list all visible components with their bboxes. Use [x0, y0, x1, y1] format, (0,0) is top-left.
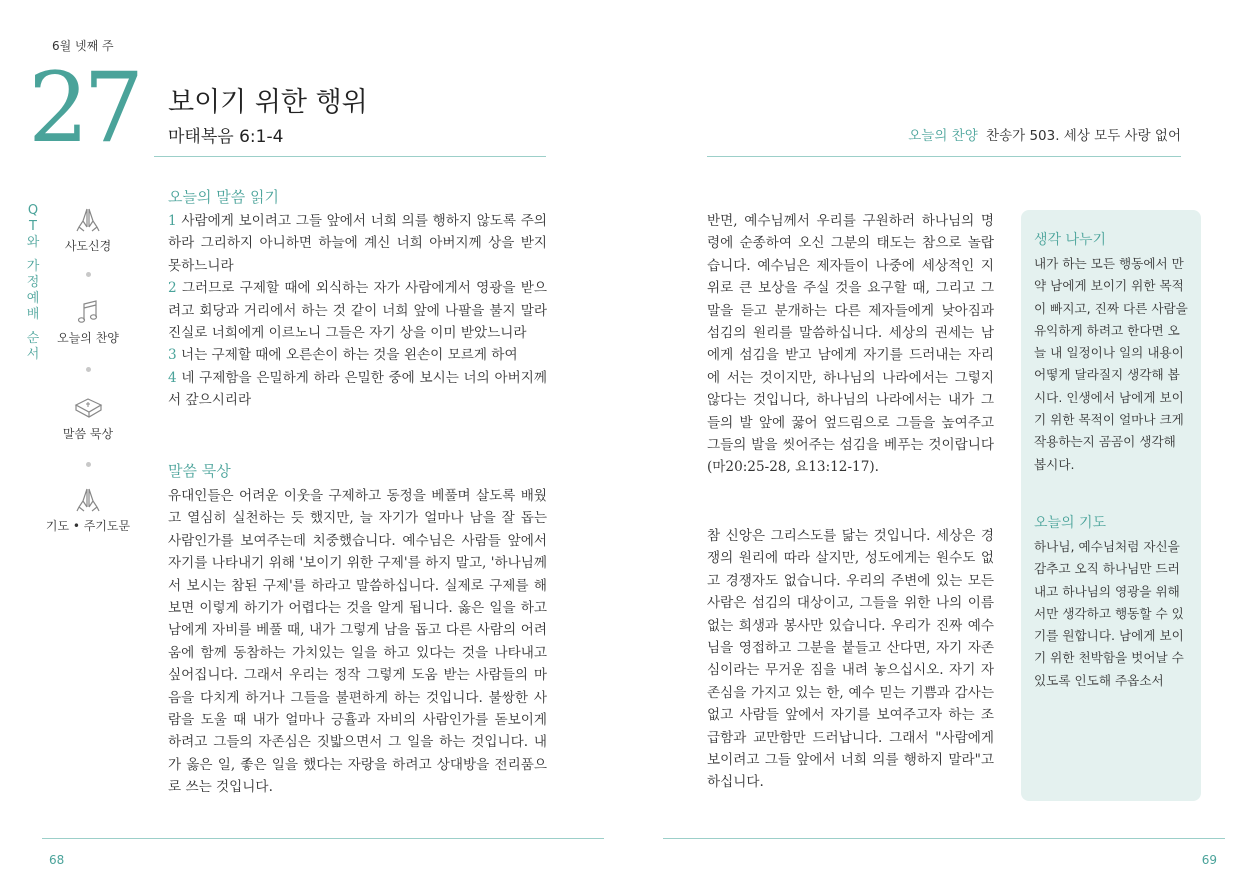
praying-hands-icon	[73, 485, 103, 515]
scripture-passage	[168, 210, 547, 412]
verse-number: 3	[168, 347, 177, 364]
bible-icon	[72, 393, 104, 423]
sidebar-item-label: 사도신경	[64, 239, 112, 253]
share-text: 내가 하는 모든 행동에서 만약 남에게 보이기 위한 목적이 빠지고, 진짜 다른 사람을 유익하게 하려고 한다면 오늘 내 일정이나 일의 내용이 어떻게 달라질지 생각해 봅시다. 인생에서 남에게 보이기 위한 목적이 얼마나 크게 작용하는지 곰곰이 생각해 봅시다.	[1034, 256, 1188, 472]
share-heading: 생각 나누기	[1034, 232, 1107, 248]
page-number-right: 69	[1201, 853, 1217, 867]
week-label: 6월 넷째 주	[52, 39, 114, 53]
verse-text: 그러므로 구제할 때에 외식하는 자가 사람에게서 영광을 받으려고 회당과 거리에서 하는 것 같이 너희 앞에 나팔을 불지 말라 진실로 너희에게 이르노니 그들은 자기 상을 이미 받았느니라	[168, 280, 547, 342]
verse-text: 너는 구제할 때에 오른손이 하는 것을 왼손이 모르게 하여	[176, 347, 518, 364]
hymn-label: 오늘의 찬양	[908, 128, 978, 144]
prayer-heading: 오늘의 기도	[1034, 515, 1107, 531]
meditation-heading: 말씀 묵상	[168, 462, 231, 480]
page-title: 보이기 위한 행위	[168, 87, 368, 118]
meditation-paragraph-1: 유대인들은 어려운 이웃을 구제하고 동정을 베풀며 살도록 배웠고 열심히 실천하는 듯 했지만, 늘 자기가 얼마나 남을 잘 돕는 사람인가를 보여주는데 치중했습니다. 예수님은 사람들 앞에서 자기를 나타내기 위해 '보이기 위한 구제'를 하지 말고, '하나님께서 보시는 참된 구제'를 하라고 말씀하십니다. 실제로 구제를 해보면 이렇게 하기가 어렵다는 것을 알게 됩니다. 옳은 일을 하고 남에게 자비를 베풀 때, 내가 그렇게 남을 돕고 다른 사람의 어려움에 함께 동참하는 가치있는 일을 하고 있다는 것을 나타내고 싶어집니다. 그래서 우리는 정작 그렇게 도움 받는 사람들의 마음을 다치게 하거나 그들을 불편하게 하는 것입니다. 불쌍한 사람을 도울 때 내가 얼마나 긍휼과 자비의 사람인가를 돋보이게 하려고 그들의 자존심은 짓밟으면서 그 일을 하는 것입니다. 내가 옳은 일, 좋은 일을 했다는 자랑을 하려고 상대방을 전리품으로 쓰는 것입니다.	[168, 488, 547, 796]
sidebar-item-meditation	[33, 393, 143, 442]
verse-number: 2	[168, 280, 177, 297]
footer-divider-left	[42, 838, 604, 839]
sidebar-vertical-title: Q T 와 가 정 예 배 순 서	[26, 203, 40, 362]
verse-text: 네 구제함을 은밀하게 하라 은밀한 중에 보시는 너의 아버지께서 갚으시리라	[168, 369, 547, 409]
footer-divider-right	[663, 838, 1225, 839]
reading-heading: 오늘의 말씀 읽기	[168, 188, 279, 206]
day-number: 27	[28, 52, 139, 164]
verse-number: 1	[168, 213, 177, 229]
meditation-paragraph-3: 참 신앙은 그리스도를 닮는 것입니다. 세상은 경쟁의 원리에 따라 살지만, 성도에게는 원수도 없고 경쟁자도 없습니다. 우리의 주변에 있는 모든 사람은 섬김의 대상이고, 그들을 위한 나의 이름없는 희생과 봉사만 있습니다. 우리가 진짜 예수님을 영접하고 그분을 붙들고 산다면, 자기 자존심이라는 무거운 짐을 내려 놓으십시오. 자기 자존심을 가지고 있는 한, 예수 믿는 기쁨과 감사는 없고 사람들 앞에서 자기를 보여주고자 하는 조급함과 교만함만 드러납니다. 그래서 "사람에게 보이려고 그들 앞에서 너희 의를 행하지 말라"고 하십니다.	[707, 528, 994, 791]
sidebar-dot	[86, 462, 91, 467]
header-divider-right	[707, 156, 1181, 157]
hymn-info	[908, 124, 1181, 144]
verse-number: 4	[168, 369, 177, 386]
verse-text: 사람에게 보이려고 그들 앞에서 너희 의를 행하지 않도록 주의하라 그리하지 아니하면 하늘에 계신 너희 아버지께 상을 받지 못하느니라	[168, 213, 547, 274]
meditation-paragraph-2: 반면, 예수님께서 우리를 구원하러 하나님의 명령에 순종하여 오신 그분의 태도는 참으로 놀랍습니다. 예수님은 제자들이 나중에 세상적인 지위로 큰 보상을 주실 것을 요구할 때, 그리고 그말을 듣고 분개하는 다른 제자들에게 낮아짐과 섬김의 원리를 말씀하십니다. 세상의 권세는 남에게 섬김을 받고 남에게 자기를 드러내는 자리에 서는 것이지만, 하나님의 나라에서는 그렇지 않다는 것입니다, 하나님의 나라에서는 내가 그들의 발 앞에 꿇어 엎드림으로 그들을 높여주고 그들의 발을 씻어주는 섬김을 베푸는 것이랍니다(마20:25-28, 요13:12-17).	[707, 213, 994, 476]
sidebar-item-label: 오늘의 찬양	[57, 331, 119, 345]
sidebar-item-creed	[33, 205, 143, 254]
sidebar-item-hymn	[33, 297, 143, 346]
sidebar-item-label: 말씀 묵상	[62, 427, 114, 441]
sidebar-dot	[86, 272, 91, 277]
prayer-text: 하나님, 예수님처럼 자신을 감추고 오직 하나님만 드러내고 하나님의 영광을 위해서만 생각하고 행동할 수 있기를 원합니다. 남에게 보이기 위한 천박함을 벗어날 수 있도록 인도해 주옵소서	[1034, 539, 1184, 688]
sidebar-dot	[86, 367, 91, 372]
sidebar-item-label: 기도 • 주기도문	[45, 519, 131, 533]
praying-hands-icon	[73, 205, 103, 235]
sidebar-item-prayer	[33, 485, 143, 534]
scripture-reference: 마태복음 6:1-4	[168, 127, 284, 147]
header-divider-left	[154, 156, 546, 157]
hymn-title: 찬송가 503. 세상 모두 사랑 없어	[986, 128, 1181, 144]
music-note-icon	[73, 297, 103, 327]
page-number-left: 68	[49, 853, 65, 867]
